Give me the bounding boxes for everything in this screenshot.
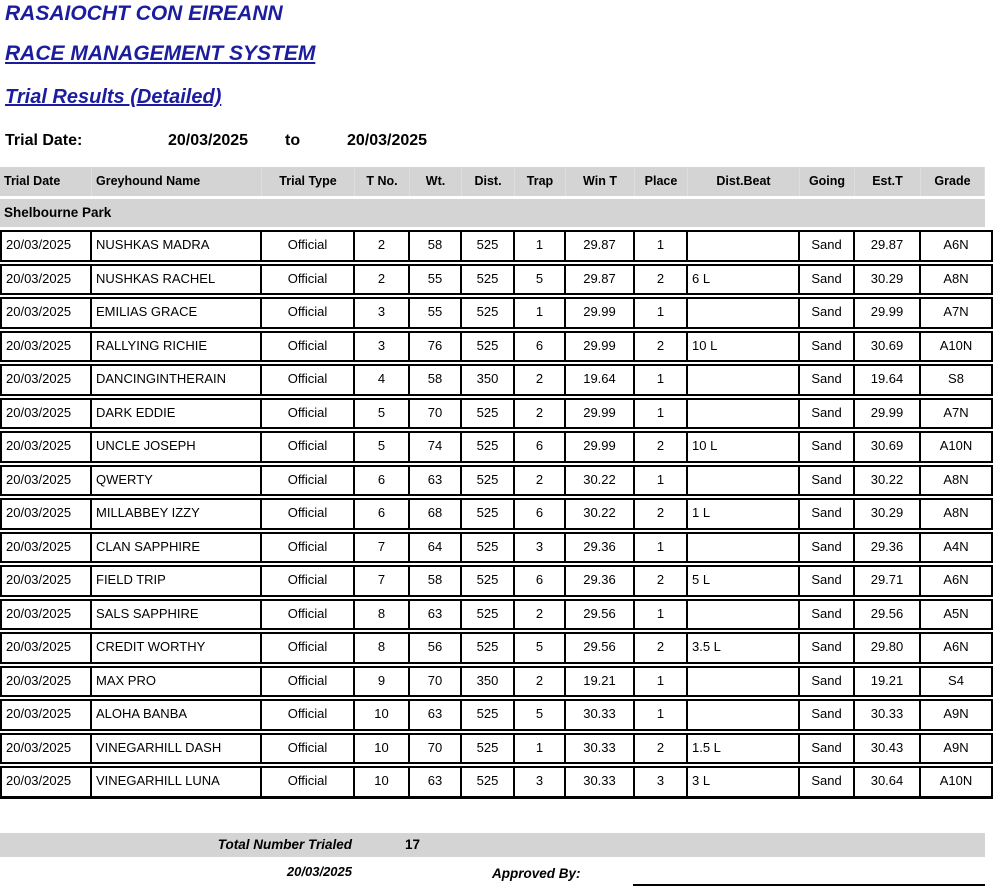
table-row: [0, 230, 993, 262]
table-row: [0, 766, 993, 799]
table-row: [0, 465, 993, 497]
cell-est-t: 29.36: [855, 534, 921, 562]
cell-trial-date: 20/03/2025: [2, 668, 92, 696]
cell-trial-date: 20/03/2025: [2, 400, 92, 428]
cell-win-t: 29.99: [566, 433, 635, 461]
cell-wt: 63: [410, 601, 462, 629]
cell-dist-beat: [688, 400, 800, 428]
cell-win-t: 29.36: [566, 534, 635, 562]
cell-dist-beat: 10 L: [688, 433, 800, 461]
cell-est-t: 30.69: [855, 433, 921, 461]
table-row: [0, 733, 993, 765]
cell-trap: 1: [515, 735, 566, 763]
cell-dist: 525: [462, 735, 515, 763]
cell-dist: 525: [462, 534, 515, 562]
cell-trap: 2: [515, 400, 566, 428]
cell-going: Sand: [800, 735, 855, 763]
table-row: [0, 297, 993, 329]
footer-report-date: 20/03/2025: [286, 864, 352, 879]
cell-dist: 525: [462, 232, 515, 260]
cell-grade: A10N: [939, 773, 973, 788]
cell-win-t: 30.22: [566, 467, 635, 495]
cell-trap: 5: [515, 701, 566, 729]
cell-t-no: 6: [355, 500, 410, 528]
table-row: [0, 398, 993, 430]
cell-dist-beat: [688, 232, 800, 260]
cell-est-t: 30.69: [855, 333, 921, 361]
cell-greyhound-name: MAX PRO: [92, 668, 262, 696]
cell-trial-date: 20/03/2025: [2, 333, 92, 361]
cell-trial-date: 20/03/2025: [2, 534, 92, 562]
cell-wt: 56: [410, 634, 462, 662]
cell-trial-type: Official: [262, 634, 355, 662]
cell-wt: 70: [410, 668, 462, 696]
cell-dist: 525: [462, 768, 515, 796]
cell-t-no: 5: [355, 433, 410, 461]
column-header-t-no: T No.: [355, 167, 410, 196]
cell-dist: 525: [462, 601, 515, 629]
trial-date-to: 20/03/2025: [347, 132, 428, 149]
cell-greyhound-name: UNCLE JOSEPH: [92, 433, 262, 461]
cell-going: Sand: [800, 400, 855, 428]
cell-win-t: 30.33: [566, 768, 635, 796]
cell-greyhound-name: VINEGARHILL DASH: [92, 735, 262, 763]
cell-trap: 1: [515, 232, 566, 260]
cell-greyhound-name: NUSHKAS MADRA: [92, 232, 262, 260]
report-title: Trial Results (Detailed): [5, 86, 222, 108]
cell-dist-beat: 3.5 L: [688, 634, 800, 662]
cell-greyhound-name: SALS SAPPHIRE: [92, 601, 262, 629]
cell-going: Sand: [800, 567, 855, 595]
cell-trial-date: 20/03/2025: [2, 735, 92, 763]
cell-place: 2: [635, 500, 688, 528]
cell-greyhound-name: DARK EDDIE: [92, 400, 262, 428]
cell-dist-beat: [688, 668, 800, 696]
cell-dist: 525: [462, 400, 515, 428]
cell-trial-type: Official: [262, 366, 355, 394]
cell-trial-type: Official: [262, 467, 355, 495]
trial-date-label: Trial Date:: [5, 132, 83, 149]
cell-grade: A7N: [943, 404, 969, 420]
cell-win-t: 29.56: [566, 634, 635, 662]
trial-date-line: [0, 132, 1000, 152]
cell-trap: 5: [515, 266, 566, 294]
cell-place: 2: [635, 634, 688, 662]
cell-est-t: 30.43: [855, 735, 921, 763]
approved-by-signature-line: [633, 884, 985, 886]
cell-going: Sand: [800, 333, 855, 361]
cell-dist: 525: [462, 266, 515, 294]
cell-t-no: 7: [355, 534, 410, 562]
cell-place: 1: [635, 534, 688, 562]
cell-dist: 525: [462, 433, 515, 461]
cell-trial-date: 20/03/2025: [2, 601, 92, 629]
cell-dist: 525: [462, 500, 515, 528]
column-header-grade: Grade: [921, 167, 985, 196]
cell-trial-date: 20/03/2025: [2, 768, 92, 796]
cell-win-t: 30.22: [566, 500, 635, 528]
cell-place: 1: [635, 668, 688, 696]
cell-place: 1: [635, 299, 688, 327]
cell-win-t: 29.99: [566, 333, 635, 361]
cell-t-no: 8: [355, 601, 410, 629]
cell-trap: 3: [515, 534, 566, 562]
cell-dist-beat: [688, 601, 800, 629]
org-title: RASAIOCHT CON EIREANN: [5, 2, 283, 25]
table-row: [0, 565, 993, 597]
cell-trap: 2: [515, 668, 566, 696]
cell-dist-beat: [688, 299, 800, 327]
total-trialed-label: Total Number Trialed: [217, 837, 352, 852]
cell-grade: A6N: [943, 572, 969, 587]
table-row: [0, 498, 993, 530]
cell-trap: 1: [515, 299, 566, 327]
column-header-win-t: Win T: [566, 167, 635, 196]
table-row: [0, 599, 993, 631]
cell-greyhound-name: ALOHA BANBA: [92, 701, 262, 729]
cell-t-no: 6: [355, 467, 410, 495]
cell-place: 2: [635, 567, 688, 595]
cell-est-t: 30.22: [855, 467, 921, 495]
cell-grade: S4: [948, 672, 964, 688]
cell-est-t: 29.87: [855, 232, 921, 260]
cell-t-no: 3: [355, 299, 410, 327]
cell-wt: 58: [410, 366, 462, 394]
cell-going: Sand: [800, 768, 855, 796]
column-header-trial-date: Trial Date: [0, 167, 92, 196]
cell-grade: A10N: [939, 337, 973, 353]
cell-t-no: 10: [355, 768, 410, 796]
cell-t-no: 8: [355, 634, 410, 662]
cell-trial-type: Official: [262, 701, 355, 729]
cell-grade: A8N: [943, 471, 969, 487]
cell-trial-date: 20/03/2025: [2, 701, 92, 729]
cell-greyhound-name: RALLYING RICHIE: [92, 333, 262, 361]
trial-date-from: 20/03/2025: [168, 132, 249, 149]
cell-greyhound-name: MILLABBEY IZZY: [92, 500, 262, 528]
column-header-trap: Trap: [515, 167, 566, 196]
cell-est-t: 30.33: [855, 701, 921, 729]
table-row: [0, 666, 993, 698]
cell-t-no: 4: [355, 366, 410, 394]
cell-grade: A7N: [943, 304, 969, 319]
cell-going: Sand: [800, 534, 855, 562]
cell-dist: 525: [462, 701, 515, 729]
cell-greyhound-name: NUSHKAS RACHEL: [92, 266, 262, 294]
cell-wt: 63: [410, 467, 462, 495]
cell-going: Sand: [800, 500, 855, 528]
cell-t-no: 10: [355, 735, 410, 763]
cell-trap: 2: [515, 467, 566, 495]
cell-going: Sand: [800, 634, 855, 662]
cell-t-no: 3: [355, 333, 410, 361]
cell-place: 2: [635, 735, 688, 763]
column-header-going: Going: [800, 167, 855, 196]
cell-est-t: 30.64: [855, 768, 921, 796]
cell-win-t: 30.33: [566, 701, 635, 729]
cell-trap: 6: [515, 433, 566, 461]
table-row: [0, 699, 993, 731]
cell-trial-type: Official: [262, 735, 355, 763]
cell-trap: 6: [515, 333, 566, 361]
cell-trial-date: 20/03/2025: [2, 232, 92, 260]
cell-t-no: 2: [355, 232, 410, 260]
column-header-wt: Wt.: [410, 167, 462, 196]
cell-est-t: 19.64: [855, 366, 921, 394]
cell-greyhound-name: VINEGARHILL LUNA: [92, 768, 262, 796]
cell-trial-type: Official: [262, 768, 355, 796]
cell-grade: A8N: [943, 270, 969, 286]
column-header-trial-type: Trial Type: [262, 167, 355, 196]
cell-trial-type: Official: [262, 500, 355, 528]
cell-dist-beat: [688, 534, 800, 562]
cell-wt: 68: [410, 500, 462, 528]
cell-t-no: 5: [355, 400, 410, 428]
cell-trial-date: 20/03/2025: [2, 500, 92, 528]
cell-trial-date: 20/03/2025: [2, 467, 92, 495]
cell-going: Sand: [800, 467, 855, 495]
column-header-place: Place: [635, 167, 688, 196]
cell-win-t: 29.56: [566, 601, 635, 629]
cell-going: Sand: [800, 366, 855, 394]
cell-dist: 350: [462, 668, 515, 696]
cell-trial-date: 20/03/2025: [2, 433, 92, 461]
cell-going: Sand: [800, 433, 855, 461]
cell-dist: 525: [462, 467, 515, 495]
table-header-row: [0, 167, 985, 196]
cell-wt: 64: [410, 534, 462, 562]
cell-wt: 63: [410, 768, 462, 796]
cell-win-t: 29.99: [566, 299, 635, 327]
cell-place: 1: [635, 467, 688, 495]
cell-trap: 3: [515, 768, 566, 796]
cell-grade: A5N: [943, 605, 969, 621]
cell-trial-date: 20/03/2025: [2, 634, 92, 662]
table-row: [0, 331, 993, 363]
cell-trial-type: Official: [262, 567, 355, 595]
cell-greyhound-name: CREDIT WORTHY: [92, 634, 262, 662]
cell-trap: 2: [515, 601, 566, 629]
cell-grade: A10N: [939, 438, 973, 453]
cell-wt: 58: [410, 232, 462, 260]
cell-dist-beat: 1 L: [688, 500, 800, 528]
cell-place: 2: [635, 433, 688, 461]
cell-greyhound-name: CLAN SAPPHIRE: [92, 534, 262, 562]
cell-trial-type: Official: [262, 601, 355, 629]
table-rows: [0, 230, 993, 801]
cell-wt: 70: [410, 400, 462, 428]
cell-est-t: 30.29: [855, 266, 921, 294]
cell-win-t: 29.36: [566, 567, 635, 595]
cell-dist-beat: 5 L: [688, 567, 800, 595]
cell-dist: 525: [462, 333, 515, 361]
cell-grade: S8: [948, 371, 964, 386]
cell-dist-beat: 10 L: [688, 333, 800, 361]
cell-going: Sand: [800, 266, 855, 294]
cell-est-t: 19.21: [855, 668, 921, 696]
cell-greyhound-name: FIELD TRIP: [92, 567, 262, 595]
cell-wt: 58: [410, 567, 462, 595]
cell-grade: A4N: [943, 538, 969, 554]
table-row: [0, 431, 993, 463]
cell-trap: 2: [515, 366, 566, 394]
cell-dist: 525: [462, 634, 515, 662]
cell-going: Sand: [800, 601, 855, 629]
cell-est-t: 29.71: [855, 567, 921, 595]
cell-going: Sand: [800, 668, 855, 696]
cell-trap: 6: [515, 567, 566, 595]
cell-place: 1: [635, 366, 688, 394]
cell-place: 2: [635, 333, 688, 361]
cell-est-t: 30.29: [855, 500, 921, 528]
cell-t-no: 7: [355, 567, 410, 595]
cell-place: 2: [635, 266, 688, 294]
track-section-bar: Shelbourne Park: [0, 199, 985, 227]
cell-dist-beat: 6 L: [688, 266, 800, 294]
cell-dist-beat: [688, 701, 800, 729]
cell-greyhound-name: QWERTY: [92, 467, 262, 495]
cell-trial-type: Official: [262, 668, 355, 696]
cell-dist: 525: [462, 567, 515, 595]
total-bar: [0, 833, 985, 857]
column-header-greyhound-name: Greyhound Name: [92, 167, 262, 196]
cell-going: Sand: [800, 299, 855, 327]
cell-est-t: 29.99: [855, 299, 921, 327]
cell-greyhound-name: DANCINGINTHERAIN: [92, 366, 262, 394]
cell-trial-date: 20/03/2025: [2, 266, 92, 294]
cell-trial-type: Official: [262, 333, 355, 361]
cell-wt: 74: [410, 433, 462, 461]
table-row: [0, 632, 993, 664]
cell-grade: A9N: [943, 739, 969, 755]
cell-place: 1: [635, 232, 688, 260]
cell-trial-date: 20/03/2025: [2, 567, 92, 595]
table-row: [0, 264, 993, 296]
cell-win-t: 30.33: [566, 735, 635, 763]
cell-dist: 525: [462, 299, 515, 327]
cell-going: Sand: [800, 232, 855, 260]
cell-grade: A9N: [943, 706, 969, 721]
cell-t-no: 10: [355, 701, 410, 729]
cell-trial-date: 20/03/2025: [2, 366, 92, 394]
system-title: RACE MANAGEMENT SYSTEM: [5, 42, 316, 65]
approved-by-label: Approved By:: [492, 866, 581, 881]
cell-trap: 6: [515, 500, 566, 528]
cell-est-t: 29.80: [855, 634, 921, 662]
cell-t-no: 2: [355, 266, 410, 294]
cell-grade: A6N: [943, 237, 969, 252]
cell-place: 1: [635, 601, 688, 629]
cell-trial-date: 20/03/2025: [2, 299, 92, 327]
cell-going: Sand: [800, 701, 855, 729]
cell-win-t: 19.21: [566, 668, 635, 696]
cell-place: 1: [635, 400, 688, 428]
cell-dist-beat: [688, 467, 800, 495]
cell-dist-beat: 1.5 L: [688, 735, 800, 763]
column-header-dist: Dist.: [462, 167, 515, 196]
cell-wt: 55: [410, 299, 462, 327]
cell-trial-type: Official: [262, 534, 355, 562]
table-row: [0, 532, 993, 564]
trial-date-to-label: to: [285, 132, 301, 149]
cell-dist-beat: [688, 366, 800, 394]
cell-wt: 76: [410, 333, 462, 361]
cell-grade: A6N: [943, 639, 969, 654]
column-header-est-t: Est.T: [855, 167, 921, 196]
cell-trap: 5: [515, 634, 566, 662]
cell-t-no: 9: [355, 668, 410, 696]
cell-trial-type: Official: [262, 400, 355, 428]
cell-place: 3: [635, 768, 688, 796]
cell-wt: 55: [410, 266, 462, 294]
cell-grade: A8N: [943, 505, 969, 520]
cell-est-t: 29.56: [855, 601, 921, 629]
total-trialed-value: 17: [405, 837, 421, 852]
cell-dist-beat: 3 L: [688, 768, 800, 796]
cell-trial-type: Official: [262, 299, 355, 327]
cell-trial-type: Official: [262, 266, 355, 294]
cell-win-t: 19.64: [566, 366, 635, 394]
cell-win-t: 29.87: [566, 232, 635, 260]
table-row: [0, 364, 993, 396]
cell-place: 1: [635, 701, 688, 729]
cell-dist: 350: [462, 366, 515, 394]
cell-wt: 63: [410, 701, 462, 729]
cell-trial-type: Official: [262, 232, 355, 260]
cell-greyhound-name: EMILIAS GRACE: [92, 299, 262, 327]
cell-est-t: 29.99: [855, 400, 921, 428]
cell-win-t: 29.87: [566, 266, 635, 294]
cell-wt: 70: [410, 735, 462, 763]
cell-win-t: 29.99: [566, 400, 635, 428]
column-header-dist-beat: Dist.Beat: [688, 167, 800, 196]
cell-trial-type: Official: [262, 433, 355, 461]
